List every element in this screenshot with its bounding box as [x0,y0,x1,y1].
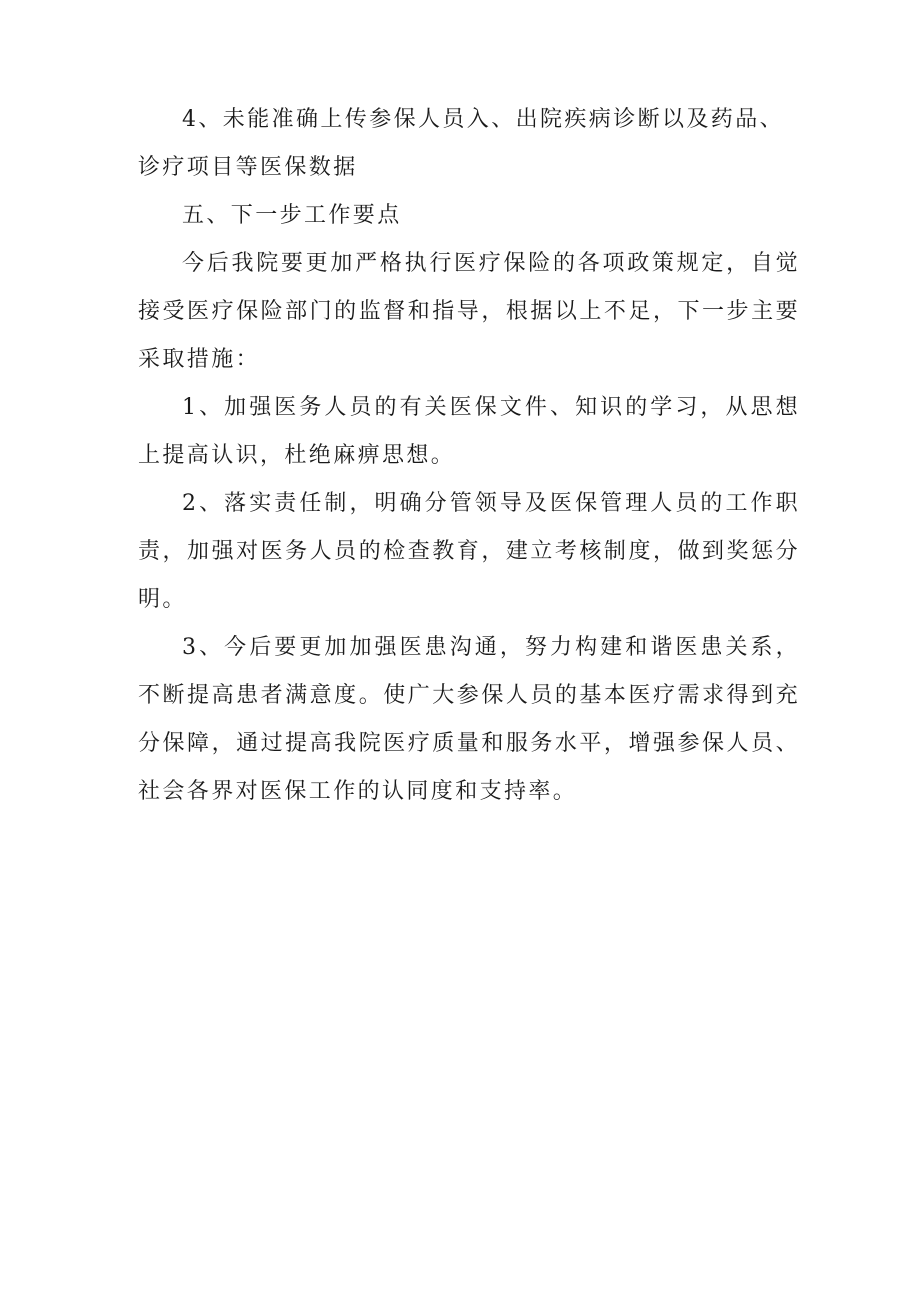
paragraph-measure-2: 2、落实责任制，明确分管领导及医保管理人员的工作职责，加强对医务人员的检查教育，建立考核制度，做到奖惩分明。 [138,491,800,612]
paragraph-intro: 今后我院要更加严格执行医疗保险的各项政策规定，自觉接受医疗保险部门的监督和指导，根据以上不足，下一步主要采取措施： [138,251,800,372]
section-heading-next-steps: 五、下一步工作要点 [182,203,402,228]
document-body [138,96,800,816]
paragraph-measure-1: 1、加强医务人员的有关医保文件、知识的学习，从思想上提高认识，杜绝麻痹思想。 [138,395,800,468]
paragraph-measure-3: 3、今后要更加加强医患沟通，努力构建和谐医患关系，不断提高患者满意度。使广大参保人员的基本医疗需求得到充分保障，通过提高我院医疗质量和服务水平，增强参保人员、社会各界对医保工作的认同度和支持率。 [138,635,800,804]
paragraph-item-4: 4、未能准确上传参保人员入、出院疾病诊断以及药品、诊疗项目等医保数据 [138,107,784,180]
